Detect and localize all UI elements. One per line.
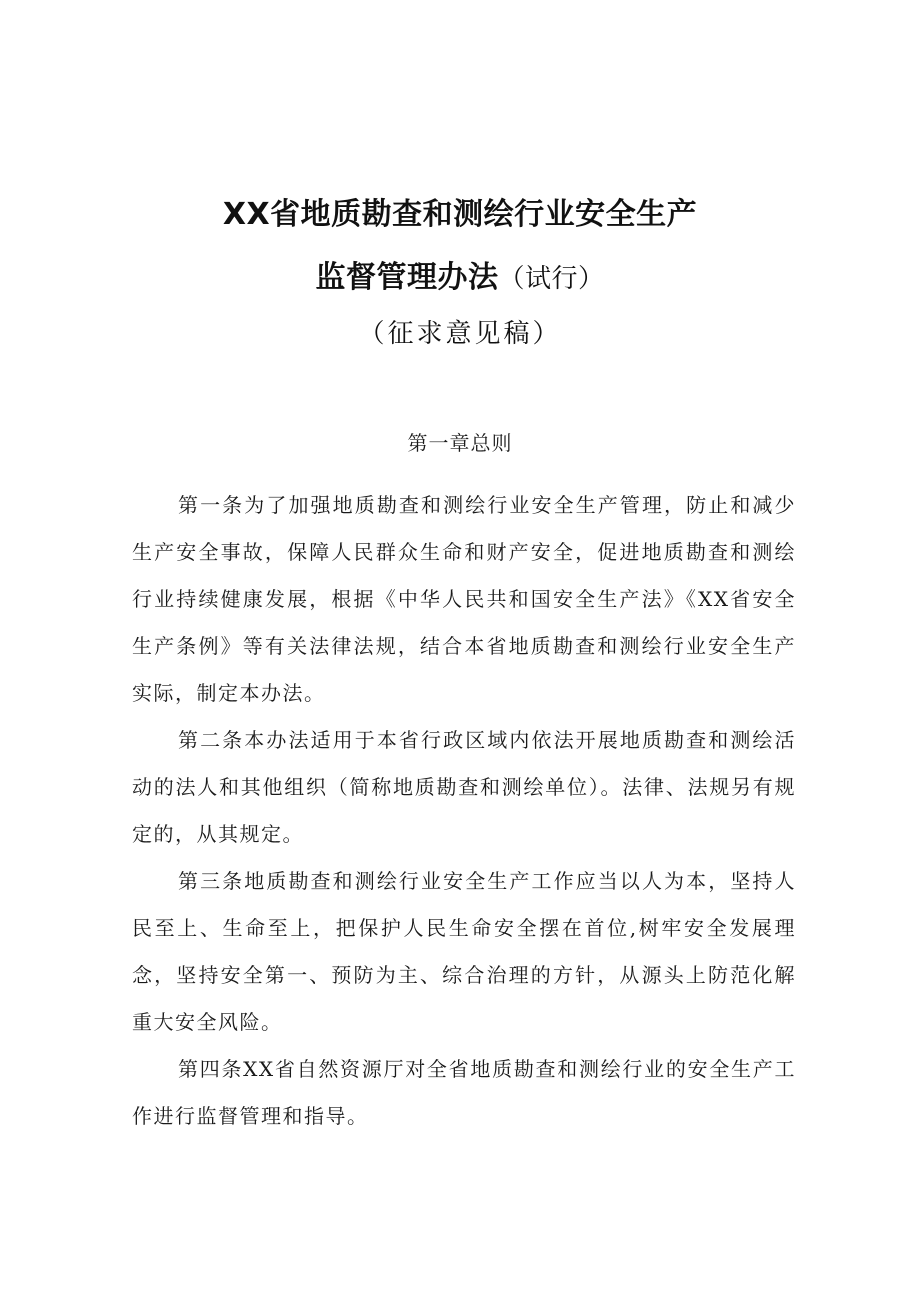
document-title-line-1: XX省地质勘查和测绘行业安全生产 <box>222 197 698 232</box>
document-body <box>132 482 796 1140</box>
document-title-main: 监督管理办法 <box>315 260 499 295</box>
chapter-heading: 第一章总则 <box>407 431 513 455</box>
article-1-paragraph: 第一条为了加强地质勘查和测绘行业安全生产管理，防止和减少生产安全事故，保障人民群众生命和财产安全，促进地质勘查和测绘行业持续健康发展，根据《中华人民共和国安全生产法》《XX省安全生产条例》等有关法律法规，结合本省地质勘查和测绘行业安全生产实际，制定本办法。 <box>132 493 796 705</box>
document-title-line-2 <box>0 258 920 299</box>
document-title-suffix: （试行） <box>498 264 605 294</box>
document-subtitle: （征求意见稿） <box>358 319 562 349</box>
article-2-paragraph: 第二条本办法适用于本省行政区域内依法开展地质勘查和测绘活动的法人和其他组织（简称地质勘查和测绘单位）。法律、法规另有规定的，从其规定。 <box>132 728 796 846</box>
article-4-paragraph: 第四条XX省自然资源厅对全省地质勘查和测绘行业的安全生产工作进行监督管理和指导。 <box>132 1057 796 1128</box>
article-3-paragraph: 第三条地质勘查和测绘行业安全生产工作应当以人为本，坚持人民至上、生命至上，把保护人民生命安全摆在首位,树牢安全发展理念，坚持安全第一、预防为主、综合治理的方针，从源头上防范化解重大安全风险。 <box>132 869 796 1034</box>
